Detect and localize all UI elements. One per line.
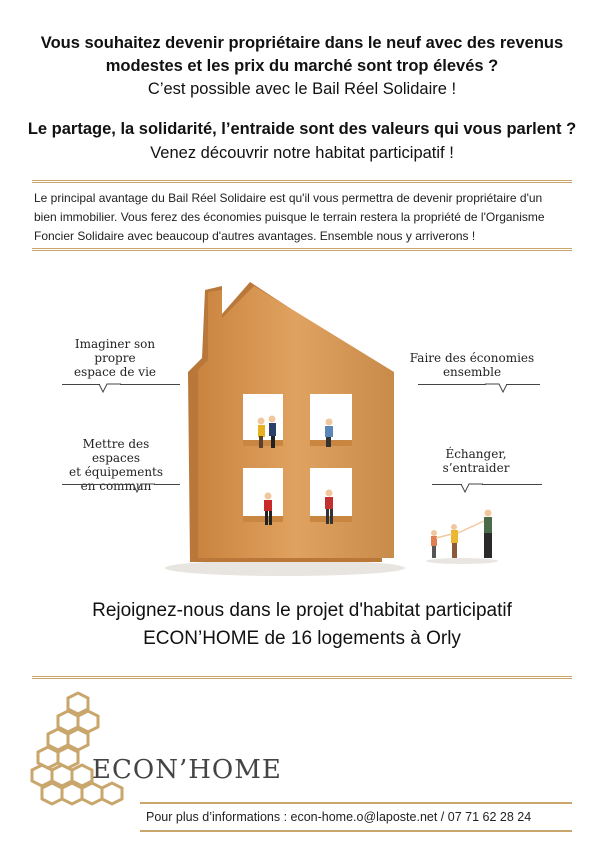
question-1-line-2: modestes et les prix du marché sont trop élevés ? — [105, 57, 499, 75]
figure-woman-red — [264, 493, 272, 526]
house-illustration — [150, 262, 420, 580]
divider-bottom — [32, 676, 572, 679]
divider-top — [32, 180, 572, 183]
bubble-echanger-line-1: Échanger, — [445, 447, 507, 461]
bubble-economies-line-2: ensemble — [442, 365, 502, 379]
divider-intro — [32, 248, 572, 251]
bubble-echanger-line — [432, 484, 462, 485]
join-line-2: ECON’HOME de 16 logements à Orly — [143, 628, 461, 649]
bubble-espaces-line-1: Mettre des espaces — [82, 437, 150, 465]
intro-line-1: Le principal avantage du Bail Réel Solidaire est qu'il vous permettra de devenir propriétaire d'un — [34, 191, 543, 205]
intro-line-2: bien immobilier. Vous ferez des économies puisque le terrain restera la propriété de l'Organisme — [34, 210, 545, 224]
answer-2: Venez découvrir notre habitat participatif ! — [150, 144, 454, 162]
bubble-imaginer — [62, 337, 168, 379]
divider-contact-top — [140, 802, 572, 804]
bubble-imaginer-line-b — [120, 384, 180, 385]
question-1-line-1: Vous souhaitez devenir propriétaire dans le neuf avec des revenus — [40, 34, 564, 52]
bubble-economies-line-b — [506, 384, 540, 385]
family-figures — [422, 505, 502, 565]
bubble-echanger-tail — [461, 480, 483, 494]
bubble-imaginer-line-2: propre — [94, 351, 136, 365]
brand-name: ECON’HOME — [92, 755, 282, 785]
bubble-echanger-line-2: s’entraider — [442, 461, 510, 475]
contact-info: Pour plus d’informations : econ-home.o@laposte.net / 07 71 62 28 24 — [146, 810, 532, 824]
bubble-espaces-line-3: en commun — [80, 479, 152, 493]
bubble-espaces-line-b — [154, 484, 180, 485]
bubble-espaces-tail — [133, 480, 155, 494]
bubble-echanger — [426, 447, 526, 475]
bubble-echanger-line-b — [482, 484, 542, 485]
divider-contact-bottom — [140, 830, 572, 832]
figure-man-red — [325, 490, 333, 525]
bubble-imaginer-line-1: Imaginer son — [74, 337, 156, 351]
bubble-economies-line — [418, 384, 486, 385]
bubble-espaces-line — [62, 484, 134, 485]
bubble-economies-line-1: Faire des économies — [409, 351, 535, 365]
intro-paragraph — [34, 189, 570, 246]
question-2: Le partage, la solidarité, l’entraide sont des valeurs qui vous parlent ? — [27, 120, 577, 138]
answer-1: C’est possible avec le Bail Réel Solidaire ! — [147, 80, 457, 98]
bubble-imaginer-line-3: espace de vie — [73, 365, 157, 379]
bubble-economies — [404, 351, 540, 379]
bubble-economies-tail — [485, 380, 507, 394]
intro-line-3: Foncier Solidaire avec beaucoup d'autres avantages. Ensemble nous y arriverons ! — [34, 229, 476, 243]
bubble-imaginer-line — [62, 384, 100, 385]
bubble-espaces-line-2: et équipements — [68, 465, 164, 479]
join-line-1: Rejoignez-nous dans le projet d'habitat participatif — [92, 600, 512, 621]
bubble-imaginer-tail — [99, 380, 121, 394]
